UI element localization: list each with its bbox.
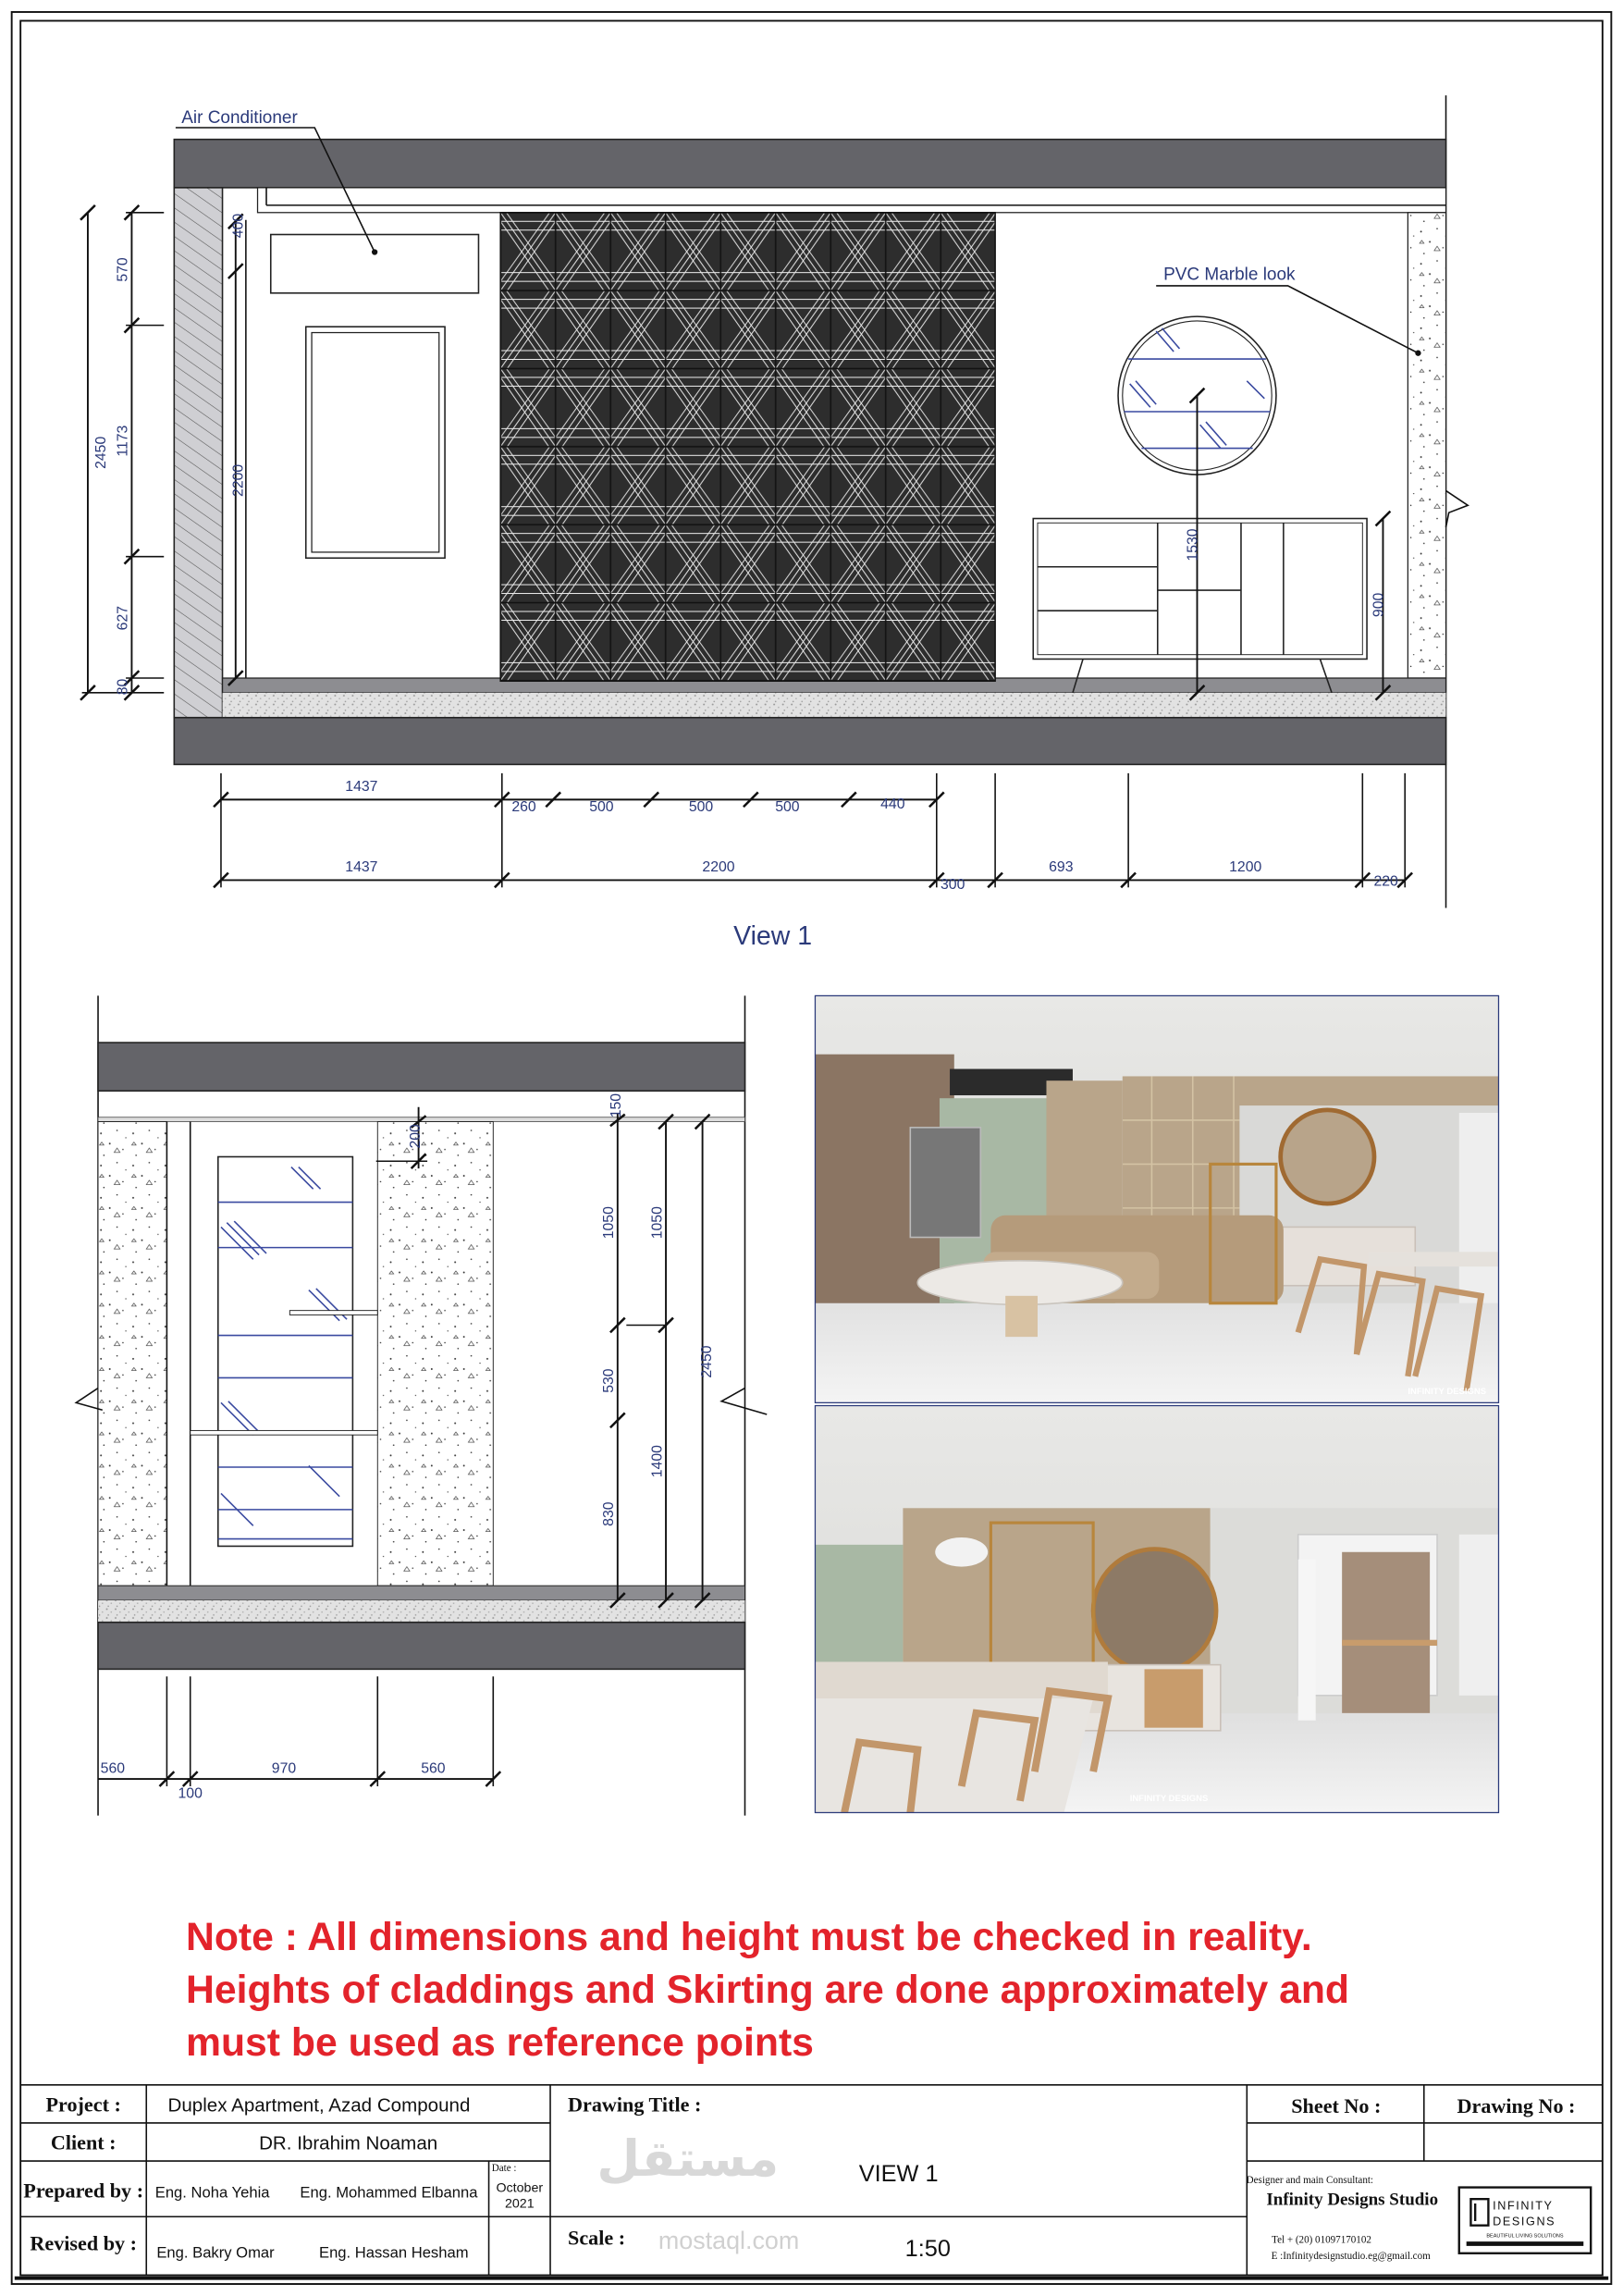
dimension-label: 150: [608, 1092, 624, 1118]
client-name: DR. Ibrahim Noaman: [259, 2132, 438, 2154]
client-label: Client :: [50, 2130, 117, 2154]
dimension-label: 900: [1371, 592, 1387, 618]
prepared-by-label: Prepared by :: [23, 2179, 144, 2203]
ceiling-slab: [174, 140, 1445, 188]
dimension-label: 830: [601, 1501, 618, 1526]
project-label: Project :: [45, 2092, 121, 2117]
note-line: Note : All dimensions and height must be checked in reality.: [185, 1915, 1312, 1960]
dimension-label: 2450: [699, 1345, 716, 1378]
ceiling-slab: [98, 1043, 744, 1091]
sheet-no-label: Sheet No :: [1291, 2093, 1382, 2117]
wall-frame: [306, 327, 445, 558]
floor-screed: [98, 1600, 744, 1623]
preparer-name: Eng. Noha Yehia: [154, 2183, 270, 2202]
infinity-designs-logo: [1459, 2188, 1591, 2253]
skirting: [98, 1586, 744, 1600]
dimension-label: 400: [230, 213, 247, 239]
dimension-label: 1050: [649, 1206, 666, 1240]
glass-door: [191, 1156, 378, 1546]
break-line: [1446, 490, 1469, 527]
dimension-label: 500: [688, 799, 714, 816]
pvc-marble-callout: PVC Marble look: [1163, 265, 1296, 285]
marble-panel-left: [98, 1122, 166, 1586]
consultant-email: E :Infinitydesignstudio.eg@gmail.com: [1271, 2251, 1431, 2263]
view2-bottom-dimensions: [98, 1676, 500, 1801]
consultant-caption: Designer and main Consultant:: [1246, 2174, 1374, 2186]
render-dining-room: [815, 1406, 1503, 1813]
dimension-label: 570: [115, 257, 131, 282]
scale-label: Scale :: [568, 2226, 626, 2250]
revised-by-label: Revised by :: [30, 2231, 138, 2255]
watermark: مستقل: [596, 2129, 780, 2188]
view-1-title: View 1: [733, 921, 813, 952]
dimension-label: 80: [115, 678, 131, 696]
title-block: [15, 2085, 1608, 2278]
dimension-label: 1400: [649, 1445, 666, 1478]
preparer-name: Eng. Mohammed Elbanna: [300, 2183, 478, 2202]
dimension-label: 970: [271, 1760, 297, 1777]
reviser-name: Eng. Bakry Omar: [156, 2243, 275, 2262]
render-watermark: INFINITY DESIGNS: [1129, 1793, 1209, 1804]
dimension-label: 1200: [1229, 858, 1262, 875]
air-conditioner-unit: [271, 235, 479, 293]
elevation-view-2: [76, 995, 767, 1815]
svg-text:INFINITY: INFINITY: [1493, 2199, 1554, 2213]
dimension-label: 693: [1049, 858, 1074, 875]
pvc-marble-strip: [1408, 213, 1445, 678]
drawing-title-label: Drawing Title :: [568, 2092, 702, 2117]
dimension-label: 627: [115, 605, 131, 631]
dimension-label: 500: [775, 799, 800, 816]
dimension-label: 530: [601, 1368, 618, 1393]
general-note: [186, 1915, 1349, 2065]
dimension-label: 260: [511, 799, 536, 816]
drawing-no-label: Drawing No :: [1457, 2093, 1576, 2117]
dimension-label: 220: [1373, 873, 1398, 890]
dimension-label: 2200: [702, 858, 735, 875]
svg-text:DESIGNS: DESIGNS: [1493, 2215, 1556, 2228]
dimension-label: 1173: [115, 425, 131, 457]
reviser-name: Eng. Hassan Hesham: [318, 2243, 469, 2262]
dimension-label: 2450: [92, 436, 109, 469]
consultant-phone: Tel + (20) 01097170102: [1272, 2234, 1371, 2246]
note-line: must be used as reference points: [185, 2020, 814, 2066]
dimension-label: 1530: [1185, 528, 1201, 562]
consultant-name: Infinity Designs Studio: [1266, 2190, 1439, 2210]
render-living-room: [815, 995, 1498, 1402]
dimension-label: 2200: [230, 463, 247, 497]
dimension-label: 560: [100, 1760, 126, 1777]
dimension-label: 1437: [345, 858, 378, 875]
watermark-url: mostaql.com: [658, 2227, 800, 2255]
false-ceiling: [258, 188, 1446, 213]
date-month: October: [496, 2180, 544, 2196]
dimension-label: 440: [880, 796, 905, 812]
bottom-dimensions: [214, 773, 1412, 893]
elevation-view-1: [80, 95, 1468, 951]
floor-slab: [174, 718, 1445, 765]
note-line: Heights of claddings and Skirting are done approximately and: [185, 1968, 1350, 2013]
dimension-label: 1050: [601, 1206, 618, 1240]
dimension-label: 300: [941, 876, 965, 893]
side-wall-section: [174, 188, 222, 718]
marble-panel-right: [377, 1122, 493, 1586]
dimension-label: 500: [589, 799, 614, 816]
floor-slab: [98, 1623, 744, 1670]
drawing-scale: 1:50: [904, 2235, 951, 2262]
dimension-label: 100: [178, 1785, 203, 1802]
dimension-label: 1437: [345, 778, 378, 795]
render-watermark: INFINITY DESIGNS: [1408, 1386, 1487, 1397]
wall-cladding-panel: [500, 213, 995, 681]
svg-text:BEAUTIFUL LIVING SOLUTIONS: BEAUTIFUL LIVING SOLUTIONS: [1486, 2233, 1564, 2240]
floor-screed: [223, 693, 1446, 718]
drawing-title: VIEW 1: [858, 2161, 939, 2188]
dimension-label: 560: [421, 1760, 446, 1777]
date-label: Date :: [491, 2163, 517, 2175]
date-year: 2021: [504, 2196, 535, 2212]
air-conditioner-callout: Air Conditioner: [181, 108, 298, 129]
dimension-label: 200: [408, 1124, 424, 1149]
project-name: Duplex Apartment, Azad Compound: [167, 2094, 471, 2117]
